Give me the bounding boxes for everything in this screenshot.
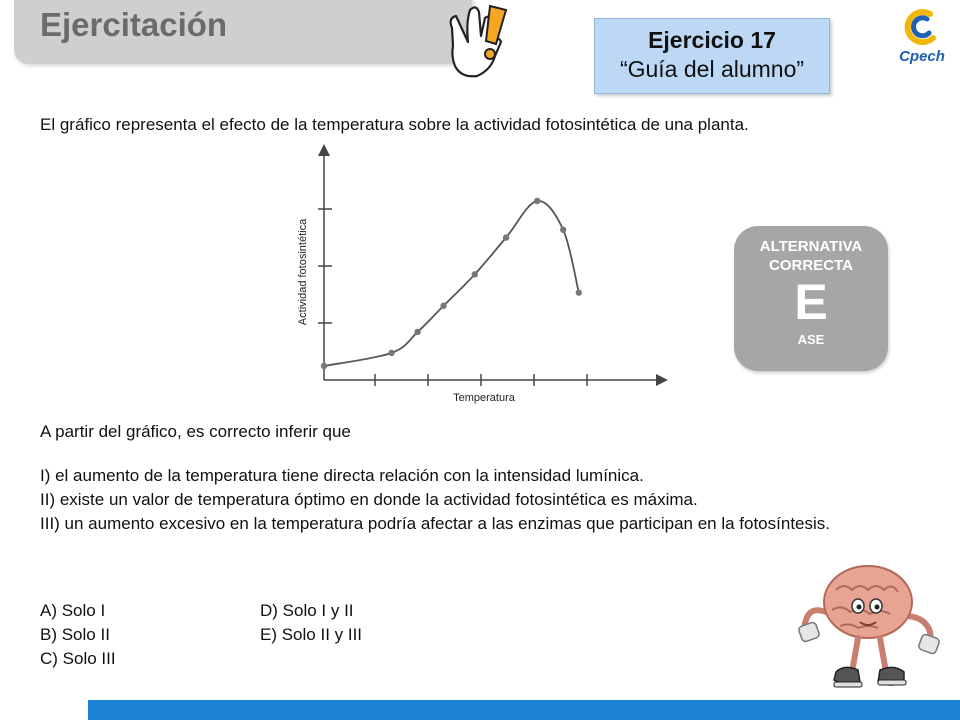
brain-mascot-icon xyxy=(796,560,946,695)
data-point xyxy=(388,350,394,356)
data-point xyxy=(321,363,327,369)
answer-letter: E xyxy=(794,274,828,330)
options-left xyxy=(40,599,116,671)
option-c: C) Solo III xyxy=(40,649,116,668)
logo-text: Cpech xyxy=(899,48,945,65)
data-point xyxy=(414,329,420,335)
data-point xyxy=(560,227,566,233)
page-title: Ejercitación xyxy=(40,6,228,43)
answer-card xyxy=(734,226,888,371)
data-point xyxy=(440,303,446,309)
data-point xyxy=(534,198,540,204)
photosynthesis-chart xyxy=(280,142,680,410)
answer-label: ALTERNATIVA CORRECTA xyxy=(759,238,863,274)
options-right xyxy=(260,599,362,647)
data-line xyxy=(324,201,579,366)
question-text: A partir del gráfico, es correcto inferir que xyxy=(40,422,351,441)
x-axis-label: Temperatura xyxy=(453,392,515,404)
pointing-hand-exclamation-icon xyxy=(446,0,512,82)
y-axis-label: Actividad fotosintética xyxy=(297,218,309,326)
data-point xyxy=(576,289,582,295)
statement-1: I) el aumento de la temperatura tiene directa relación con la intensidad lumínica. xyxy=(40,466,644,485)
option-b: B) Solo II xyxy=(40,625,110,644)
bottom-bar xyxy=(88,700,960,720)
option-d: D) Solo I y II xyxy=(260,601,354,620)
statement-3: III) un aumento excesivo en la temperatura podría afectar a las enzimas que participan en la fotosíntesis. xyxy=(40,514,830,533)
exercise-subtitle: “Guía del alumno” xyxy=(619,56,805,82)
statement-2: II) existe un valor de temperatura óptimo en donde la actividad fotosintética es máxima. xyxy=(40,490,698,509)
statements xyxy=(40,464,920,536)
data-point xyxy=(472,271,478,277)
option-a: A) Solo I xyxy=(40,601,106,620)
exercise-badge xyxy=(594,18,830,94)
exercise-number: Ejercicio 17 xyxy=(648,27,776,53)
data-point xyxy=(503,234,509,240)
intro-text: El gráfico representa el efecto de la temperatura sobre la actividad fotosintética de una planta. xyxy=(40,115,749,134)
answer-code: ASE xyxy=(797,332,825,347)
option-e: E) Solo II y III xyxy=(260,625,363,644)
cpech-logo xyxy=(890,4,954,68)
